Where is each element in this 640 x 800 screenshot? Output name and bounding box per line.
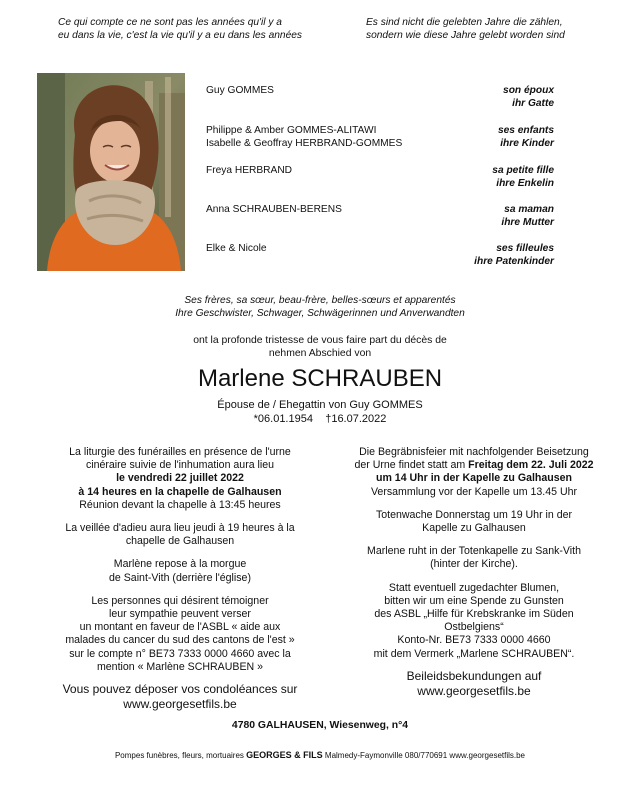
quote-fr	[58, 16, 302, 42]
text-line: leur sympathie peuvent verser	[109, 608, 251, 621]
text-line: Kapelle zu Galhausen	[422, 522, 526, 535]
ceremony-date: le vendredi 22 juillet 2022	[116, 472, 244, 485]
condolences-text: Vous pouvez déposer vos condoléances sur	[62, 682, 298, 697]
footer-services: Pompes funèbres, fleurs, mortuaires	[114, 751, 244, 760]
text-line: chapelle de Galhausen	[125, 535, 235, 548]
text-line: La liturgie des funérailles en présence de l'urne	[69, 446, 291, 458]
deceased-name	[0, 365, 640, 393]
text-line: sur le compte n° BE73 7333 0000 4660 avec la	[69, 647, 291, 660]
text-line: mit dem Vermerk „Marlene SCHRAUBEN“.	[373, 647, 575, 660]
text-line: Ostbelgiens“	[444, 621, 504, 634]
portrait-photo	[37, 73, 185, 271]
siblings-de: Ihre Geschwister, Schwager, Schwägerinnen und Anverwandten	[175, 308, 465, 319]
rel-fr: son époux	[503, 85, 554, 96]
text-line: Statt eventuell zugedachter Blumen,	[388, 581, 560, 594]
ceremony-date-line	[332, 459, 616, 472]
family-name-granddaughter: Freya HERBRAND	[206, 165, 293, 176]
child-couple-1: Philippe & Amber GOMMES-ALITAWI	[206, 125, 377, 136]
text-line: des ASBL „Hilfe für Krebskranke im Süden	[374, 608, 574, 621]
family-name-mother: Anna SCHRAUBEN-BERENS	[206, 204, 342, 215]
birth-date: *06.01.1954	[253, 413, 313, 425]
funeral-info-de	[332, 446, 616, 699]
rel-de: ihre Mutter	[501, 217, 554, 228]
meeting-time: Réunion devant la chapelle à 13:45 heures	[79, 498, 281, 511]
footer-contact: Malmedy-Faymonville 080/770691 www.georgesetfils.be	[324, 751, 526, 760]
text-line: La veillée d'adieu aura lieu jeudi à 19 heures à la	[65, 522, 295, 535]
spouse-line: Épouse de / Ehegattin von Guy GOMMES	[217, 399, 423, 411]
text-line: (hinter der Kirche).	[430, 558, 518, 571]
family-relation-goddaughters	[474, 242, 554, 268]
rel-fr: sa petite fille	[492, 165, 554, 176]
ceremony-place: à 14 heures en la chapelle de Galhausen	[78, 485, 282, 498]
text-line: mention « Marlène SCHRAUBEN »	[96, 660, 264, 673]
family-relation-mother	[501, 203, 554, 229]
meeting-time: Versammlung vor der Kapelle um 13.45 Uhr	[370, 485, 578, 498]
ceremony-place: um 14 Uhr in der Kapelle zu Galhausen	[375, 472, 573, 485]
quote-fr-line1: Ce qui compte ce ne sont pas les années qu'il y a	[58, 17, 282, 28]
text-line: Totenwache Donnerstag um 19 Uhr in der	[375, 508, 573, 521]
announcement-intro	[0, 334, 640, 360]
text-line: Marlène repose à la morgue	[113, 558, 247, 571]
family-relation-spouse	[503, 84, 554, 110]
family-relation-children	[498, 124, 554, 150]
rel-fr: ses filleules	[496, 243, 554, 254]
address-street: , Wiesenweg, n°4	[323, 720, 409, 731]
text-span: der Urne findet statt am	[354, 459, 469, 472]
text-line: Konto-Nr. BE73 7333 0000 4660	[397, 634, 551, 647]
deceased-last-name: SCHRAUBEN	[291, 365, 443, 392]
siblings-fr: Ses frères, sa sœur, beau-frère, belles-sœurs et apparentés	[184, 295, 456, 306]
text-line: bitten wir um eine Spende zu Gunsten	[384, 594, 564, 607]
footer	[0, 750, 640, 760]
address	[0, 720, 640, 731]
quote-fr-line2: eu dans la vie, c'est la vie qu'il y a eu dans les années	[58, 30, 303, 41]
family-name-goddaughters: Elke & Nicole	[206, 243, 267, 254]
text-line: un montant en faveur de l'ASBL « aide aux	[79, 621, 281, 634]
text-line: de Saint-Vith (derrière l'église)	[109, 571, 251, 584]
deceased-first-name: Marlene	[197, 365, 285, 392]
condolences-text: Beileidsbekundungen auf	[406, 668, 542, 683]
rel-de: ihre Patenkinder	[474, 256, 554, 267]
ceremony-date: Freitag dem 22. Juli 2022	[468, 459, 594, 472]
family-relation-granddaughter	[492, 164, 554, 190]
death-date: †16.07.2022	[325, 413, 387, 425]
quote-de-line2: sondern wie diese Jahre gelebt worden sind	[366, 30, 565, 41]
family-name-spouse: Guy GOMMES	[206, 85, 274, 96]
family-names-children	[206, 124, 402, 150]
footer-brand: GEORGES & FILS	[246, 750, 323, 760]
quote-de	[366, 16, 565, 42]
text-line: Marlene ruht in der Totenkapelle zu Sank-Vith	[367, 545, 581, 558]
dates-line	[0, 412, 640, 426]
rel-de: ihre Enkelin	[496, 178, 554, 189]
rel-de: ihre Kinder	[500, 138, 554, 149]
siblings-text	[0, 294, 640, 320]
funeral-info-fr	[34, 446, 326, 712]
child-couple-2: Isabelle & Geoffray HERBRAND-GOMMES	[206, 138, 403, 149]
rel-fr: sa maman	[504, 204, 554, 215]
text-line: malades du cancer du sud des cantons de l'est »	[65, 634, 295, 647]
rel-fr: ses enfants	[497, 125, 554, 136]
condolences-link[interactable]: www.georgesetfils.be	[417, 683, 531, 698]
text-line: cinéraire suivie de l'inhumation aura lieu	[85, 459, 275, 472]
intro-fr: ont la profonde tristesse de vous faire part du décès de	[193, 335, 447, 346]
rel-de: ihr Gatte	[512, 98, 554, 109]
intro-de: nehmen Abschied von	[268, 348, 372, 359]
text-line: Les personnes qui désirent témoigner	[91, 594, 269, 607]
text-line: Die Begräbnisfeier mit nachfolgender Beisetzung	[359, 446, 589, 458]
condolences-link[interactable]: www.georgesetfils.be	[123, 697, 237, 712]
quote-de-line1: Es sind nicht die gelebten Jahre die zählen,	[366, 17, 563, 28]
deceased-details	[0, 398, 640, 426]
address-town: 4780 GALHAUSEN	[231, 720, 324, 731]
